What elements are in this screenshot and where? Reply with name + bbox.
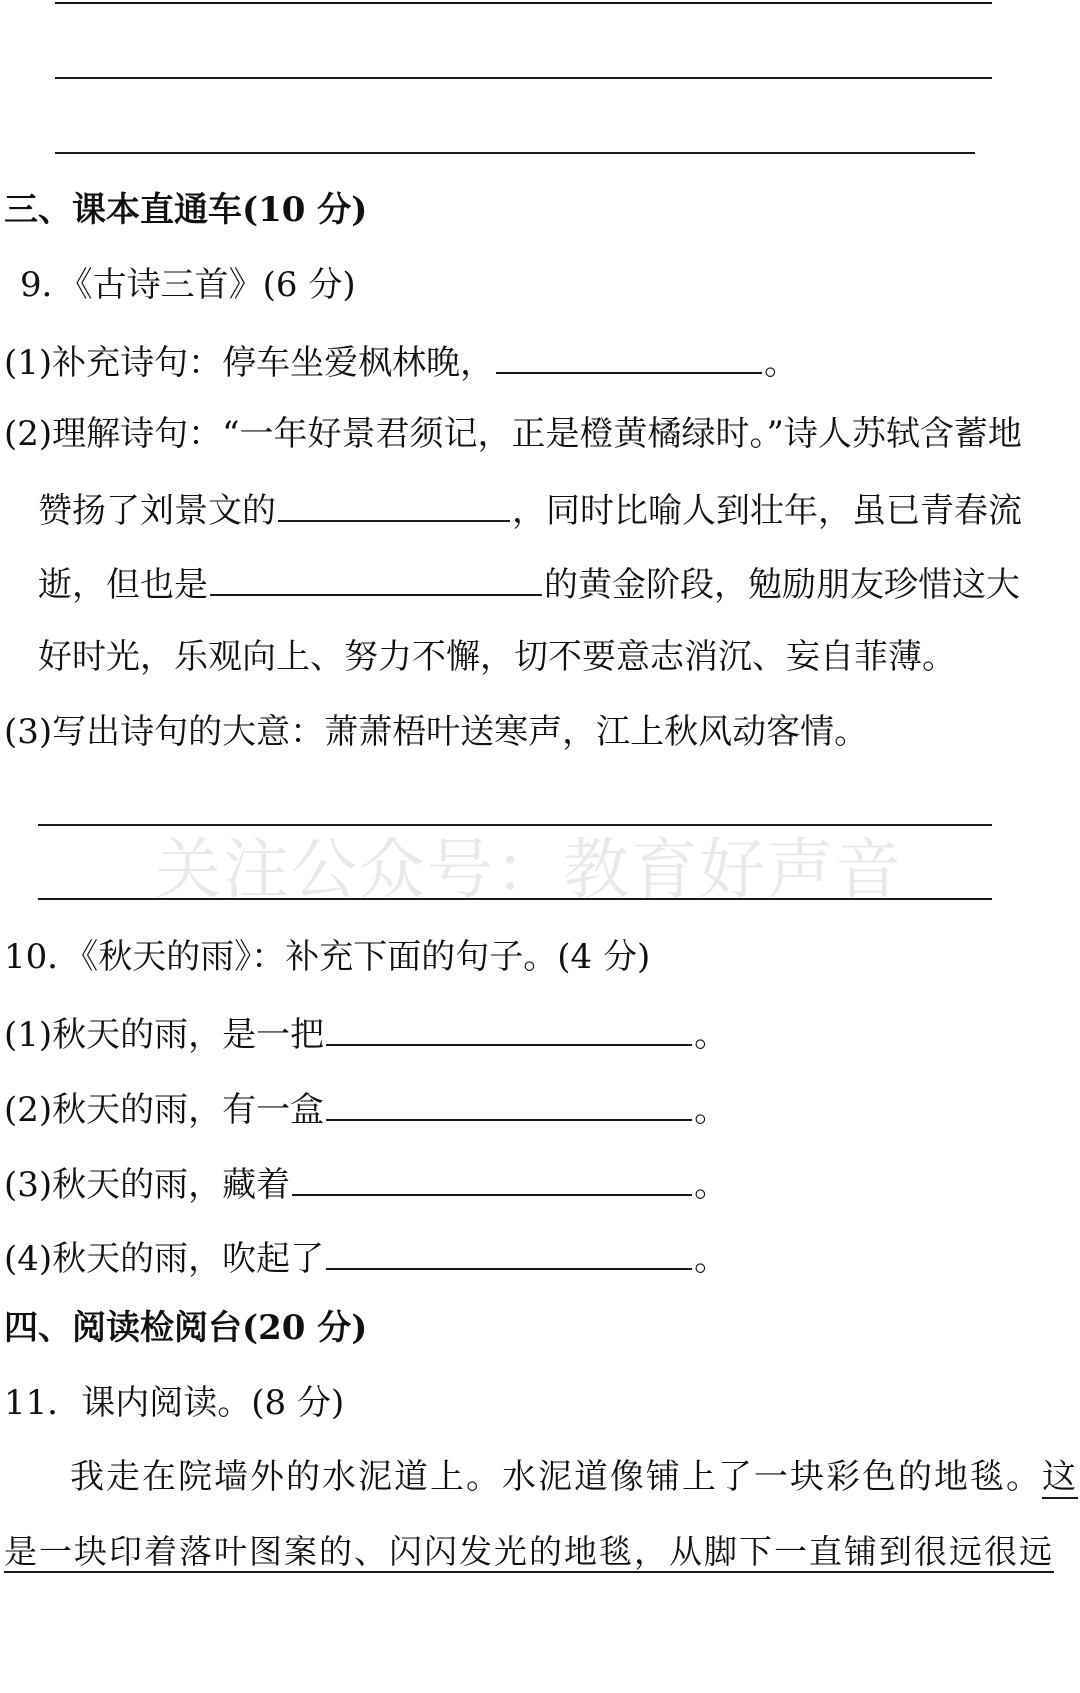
answer-line (55, 77, 992, 79)
item-text: ，同时比喻人到壮年，虽已青春流 (512, 491, 1022, 531)
section-heading: 四、阅读检阅台(20 分) (4, 1308, 368, 1348)
answer-line (55, 152, 975, 154)
item-text: (2)秋天的雨，有一盒 (4, 1090, 325, 1130)
item-end: 。 (694, 1239, 729, 1279)
question-title: 11．课内阅读。(8 分) (4, 1383, 345, 1423)
answer-line[interactable] (38, 824, 992, 826)
item-text: 的黄金阶段，勉励朋友珍惜这大 (544, 565, 1020, 605)
fill-blank[interactable] (278, 486, 510, 522)
question-item-cont (38, 560, 1020, 604)
question-item (4, 1234, 728, 1278)
question-item: (3)写出诗句的大意：萧萧梧叶送寒声，江上秋风动客情。 (4, 712, 869, 752)
underlined-sentence: 是一块印着落叶图案的、闪闪发光的地毯，从脚下一直铺到很远很远 (4, 1532, 1054, 1571)
watermark: 关注公众号：教育好声音 (155, 831, 903, 908)
passage-line (70, 1455, 1078, 1499)
item-end: 。 (764, 343, 799, 383)
answer-line (55, 2, 992, 4)
item-text: (4)秋天的雨，吹起了 (4, 1239, 325, 1279)
section-heading: 三、课本直通车(10 分) (4, 190, 368, 230)
item-text: (1)补充诗句：停车坐爱枫林晚， (4, 343, 495, 383)
item-text: (1)秋天的雨，是一把 (4, 1015, 325, 1055)
fill-blank[interactable] (496, 338, 762, 374)
question-item: (2)理解诗句：“一年好景君须记，正是橙黄橘绿时。”诗人苏轼含蓄地 (4, 414, 1022, 454)
question-item (4, 1085, 728, 1129)
question-item (4, 1010, 728, 1054)
answer-line[interactable] (38, 898, 992, 900)
fill-blank[interactable] (326, 1234, 692, 1270)
item-end: 。 (694, 1015, 729, 1055)
question-item (4, 1160, 728, 1204)
question-title: 9．《古诗三首》(6 分) (20, 265, 356, 305)
item-end: 。 (694, 1090, 729, 1130)
fill-blank[interactable] (292, 1160, 692, 1196)
question-title: 10．《秋天的雨》：补充下面的句子。(4 分) (4, 937, 651, 977)
item-text: (3)秋天的雨，藏着 (4, 1165, 291, 1205)
item-text: 赞扬了刘景文的 (38, 491, 276, 531)
fill-blank[interactable] (326, 1010, 692, 1046)
passage-text: 我走在院墙外的水泥道上。水泥道像铺上了一块彩色的地毯。 (70, 1457, 1042, 1497)
item-text: 逝，但也是 (38, 565, 208, 605)
underlined-sentence: 这 (1042, 1457, 1078, 1497)
question-item (4, 338, 798, 382)
item-end: 。 (694, 1165, 729, 1205)
question-item-cont (38, 486, 1022, 530)
question-item-cont: 好时光，乐观向上、努力不懈，切不要意志消沉、妄自菲薄。 (38, 637, 956, 677)
fill-blank[interactable] (326, 1085, 692, 1121)
passage-line (4, 1530, 1054, 1574)
fill-blank[interactable] (210, 560, 542, 596)
